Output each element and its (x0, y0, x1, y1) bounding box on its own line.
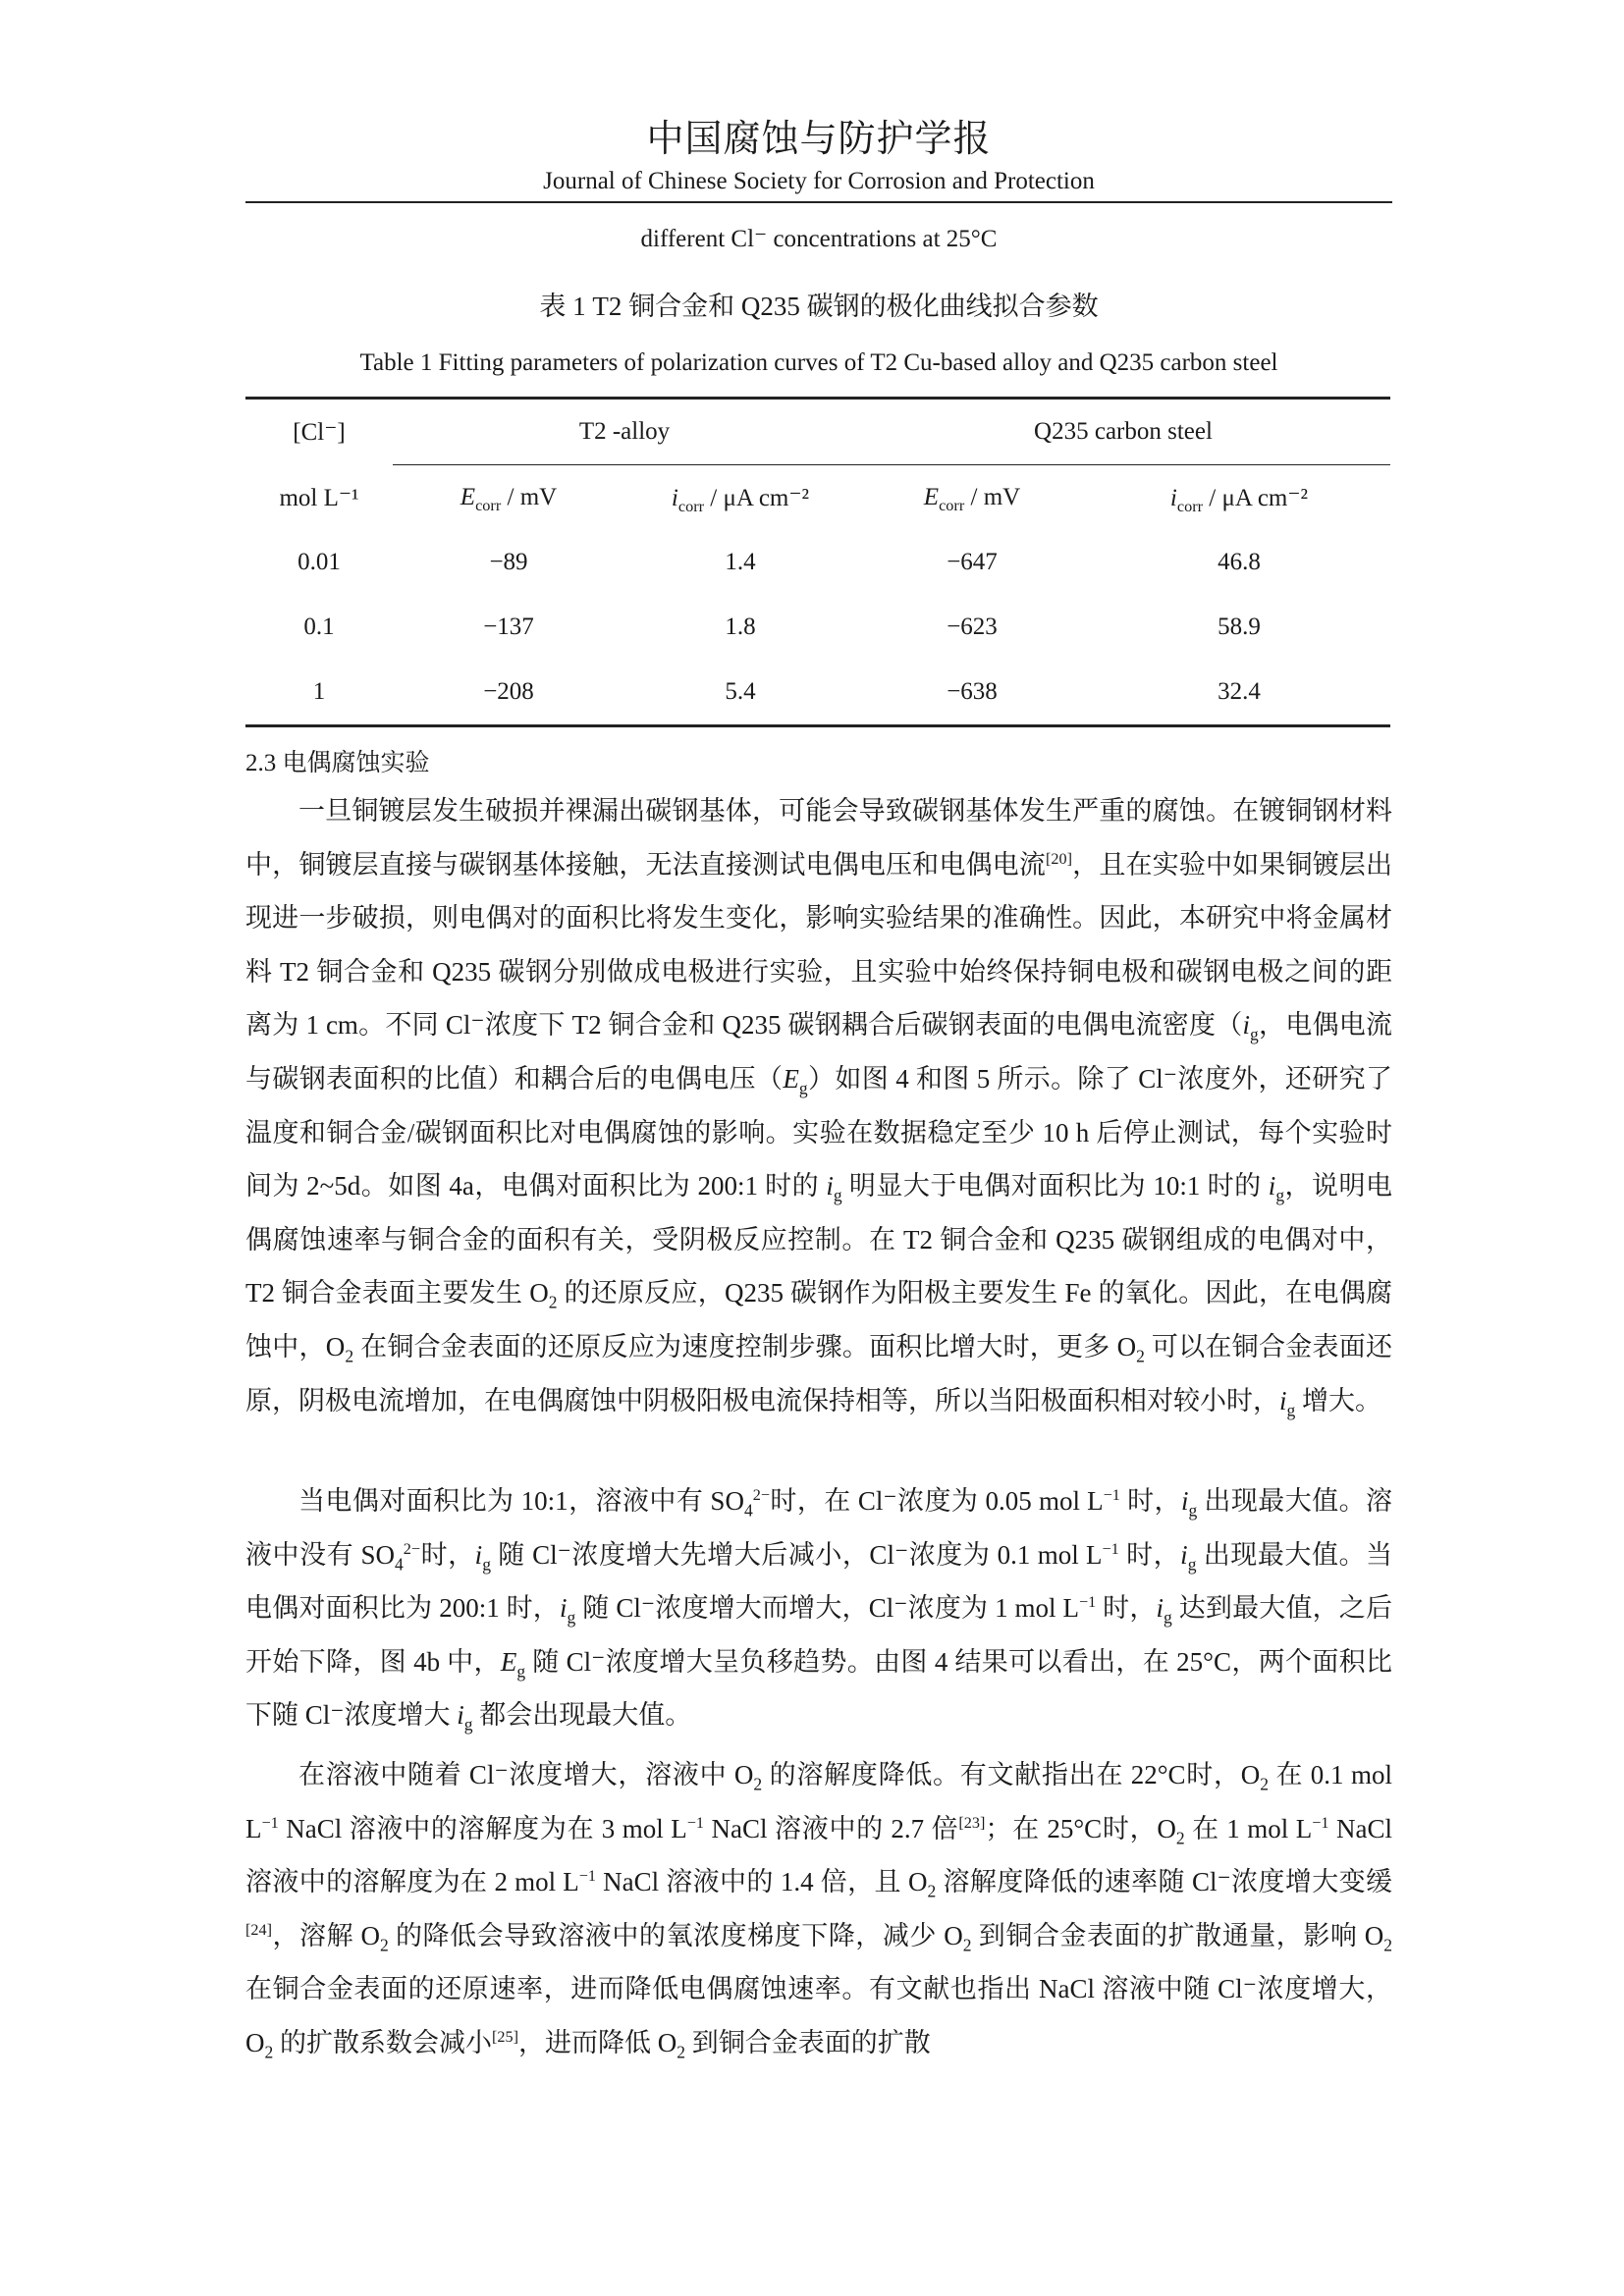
superscript: −1 (1102, 1539, 1119, 1558)
text-run: 在铜合金表面的还原反应为速度控制步骤。面积比增大时，更多 O (353, 1331, 1137, 1362)
cell-concentration: 0.01 (298, 549, 341, 575)
text-run: ，进而降低 O (517, 2027, 677, 2057)
cell-t2-icorr: 1.4 (725, 549, 756, 575)
header-t2-icorr (624, 465, 856, 531)
cell-q235-ecorr: −647 (947, 549, 998, 575)
text-run: ）如图 4 和图 5 所示。除了 Cl⁻浓度外，还研究了温度和铜合金/碳钢面积比对电偶腐蚀的影响。实验在数据稳定至少 10 h 后停止测试，每个实验时间为 2~5d。如图 4a，电偶对面积比为 200:1 时的 (245, 1063, 1392, 1201)
cell-q235-icorr: 46.8 (1218, 549, 1261, 575)
text-run: 的还原反应，Q235 碳钢作为阳极主要发生 Fe 的氧化。因此，在电偶腐蚀中，O (245, 1278, 1393, 1362)
text-run: ，说明电偶腐蚀速率与铜合金的面积有关，受阴极反应控制。在 T2 铜合金和 Q235 碳钢组成的电偶对中，T2 铜合金表面主要发生 O (245, 1171, 1392, 1308)
text-run: 时， (420, 1539, 475, 1570)
citation-ref: [20] (1046, 849, 1072, 868)
subscript: 2 (962, 1935, 972, 1955)
superscript: −1 (1078, 1593, 1097, 1612)
text-run: 达到最大值，之后开始下降，图 4b 中， (245, 1593, 1392, 1677)
text-run: 时， (1096, 1593, 1157, 1624)
subscript: g (463, 1714, 473, 1735)
subscript: g (1187, 1553, 1197, 1574)
header-concentration-unit: mol L⁻¹ (279, 484, 359, 511)
text-run: NaCl 溶液中的 1.4 倍，且 O (596, 1867, 928, 1897)
subscript: g (1286, 1399, 1296, 1419)
header-q235-ecorr (856, 465, 1088, 531)
cell-q235-ecorr: −623 (947, 614, 998, 640)
subscript: g (1250, 1024, 1259, 1044)
subscript: g (482, 1553, 491, 1574)
cell-concentration: 1 (245, 660, 393, 726)
citation-ref: [25] (492, 2027, 518, 2046)
text-run: 时， (1119, 1486, 1181, 1516)
symbol-ig: i (474, 1539, 483, 1570)
text-run: 出现最大值。当电偶对面积比为 200:1 时， (245, 1539, 1393, 1624)
superscript: −1 (686, 1813, 705, 1832)
cell-q235-ecorr: −638 (856, 660, 1088, 726)
symbol-ig: i (1180, 1486, 1189, 1516)
text-run: ；在 25°C时，O (985, 1813, 1176, 1843)
icorr-subscript: corr (1176, 498, 1204, 515)
subscript: 2 (1260, 1774, 1270, 1794)
body-paragraph-2 (245, 1474, 1392, 1742)
symbol-ig: i (1156, 1593, 1164, 1624)
ecorr-subscript: corr (475, 497, 502, 514)
text-run: NaCl 溶液中的溶解度为在 2 mol L (245, 1813, 1392, 1897)
cell-t2-ecorr: −208 (393, 660, 624, 726)
text-run: 到铜合金表面的扩散通量，影响 O (971, 1920, 1384, 1950)
text-run: 在 0.1 mol L (245, 1760, 1392, 1843)
superscript: −1 (578, 1867, 597, 1886)
section-heading: 2.3 电偶腐蚀实验 (245, 750, 430, 776)
cell-concentration: 0.1 (303, 614, 335, 640)
subscript: 2 (264, 2042, 274, 2062)
symbol-ig: i (1180, 1539, 1188, 1570)
symbol-ig: i (1279, 1385, 1287, 1415)
header-t2-alloy: T2 -alloy (393, 399, 856, 465)
superscript: −1 (261, 1813, 279, 1832)
subscript: 2 (927, 1881, 937, 1901)
subscript: 2 (1175, 1827, 1185, 1847)
superscript: −1 (1103, 1486, 1120, 1504)
text-run: 到铜合金表面的扩散 (685, 2027, 931, 2057)
text-run: 在 1 mol L (1184, 1813, 1313, 1843)
ecorr-symbol: E (923, 484, 940, 510)
text-run: NaCl 溶液中的 2.7 倍 (704, 1813, 959, 1843)
text-run: 可以在铜合金表面还原，阴极电流增加，在电偶腐蚀中阴极阳极电流保持相等，所以当阳极面积相对较小时， (245, 1331, 1393, 1415)
table-caption-en: Table 1 Fitting parameters of polarization curves of T2 Cu-based alloy and Q235 carbon steel (359, 349, 1278, 376)
cell-t2-ecorr: −89 (489, 549, 528, 575)
text-run: 的降低会导致溶液中的氧浓度梯度下降，减少 O (388, 1920, 963, 1950)
subscript: g (567, 1607, 576, 1628)
text-run: 当电偶对面积比为 10:1，溶液中有 SO (298, 1486, 744, 1516)
table-row (245, 530, 1390, 595)
text-run: 明显大于电偶对面积比为 10:1 时的 (841, 1171, 1269, 1201)
symbol-eg: E (783, 1063, 799, 1094)
subscript: 4 (743, 1500, 753, 1521)
subscript: 2 (345, 1346, 354, 1366)
subscript: g (798, 1078, 808, 1098)
subscript: g (1275, 1185, 1285, 1205)
symbol-ig: i (826, 1171, 834, 1201)
subscript: 2 (1383, 1935, 1393, 1955)
text-run: 都会出现最大值。 (472, 1700, 692, 1731)
subscript: 2 (379, 1935, 389, 1955)
cell-t2-icorr: 5.4 (624, 660, 856, 726)
header-t2-ecorr (393, 465, 624, 531)
header-q235-icorr (1088, 465, 1390, 531)
text-run: ，溶解 O (271, 1920, 380, 1950)
text-run: 随 Cl⁻浓度增大先增大后减小，Cl⁻浓度为 0.1 mol L (490, 1539, 1103, 1570)
table-caption-cn: 表 1 T2 铜合金和 Q235 碳钢的极化曲线拟合参数 (539, 292, 1099, 321)
header-divider (245, 201, 1392, 203)
text-run: 的溶解度降低。有文献指出在 22°C时，O (762, 1760, 1261, 1789)
citation-ref: [23] (958, 1813, 986, 1832)
text-run: NaCl 溶液中的溶解度为在 3 mol L (278, 1813, 687, 1843)
text-run: ，且在实验中如果铜镀层出现进一步破损，则电偶对的面积比将发生变化，影响实验结果的准确性。因此，本研究中将金属材料 T2 铜合金和 Q235 碳钢分别做成电极进行实验，且实验中始终保持铜电极和碳钢电极之间的距离为 1 cm。不同 Cl⁻浓度下 T2 铜合金和 Q235 碳钢耦合后碳钢表面的电偶电流密度（ (245, 849, 1393, 1041)
symbol-eg: E (500, 1646, 517, 1677)
body-paragraph-3 (245, 1748, 1392, 2070)
subscript: g (833, 1185, 842, 1205)
text-run: ，电偶电流与碳钢表面积的比值）和耦合后的电偶电压（ (245, 1010, 1393, 1094)
symbol-ig: i (1242, 1010, 1251, 1041)
cell-t2-icorr: 1.8 (725, 614, 756, 640)
subscript: g (516, 1661, 526, 1682)
table-row (245, 660, 1390, 726)
table-header-row-1 (245, 399, 1390, 465)
text-run: 随 Cl⁻浓度增大呈负移趋势。由图 4 结果可以看出，在 25°C，两个面积比下随 Cl⁻浓度增大 (245, 1646, 1392, 1731)
icorr-symbol: i (671, 485, 678, 511)
cell-t2-ecorr: −137 (483, 614, 534, 640)
superscript: −1 (1312, 1813, 1329, 1832)
text-run: 的扩散系数会减小 (273, 2027, 493, 2057)
polarization-parameters-table (245, 397, 1390, 727)
text-run: 一旦铜镀层发生破损并裸漏出碳钢基体，可能会导致碳钢基体发生严重的腐蚀。在镀铜钢材料中，铜镀层直接与碳钢基体接触，无法直接测试电偶电压和电偶电流 (245, 796, 1392, 880)
journal-header (245, 116, 1392, 198)
text-run: 在铜合金表面的还原速率，进而降低电偶腐蚀速率。有文献也指出 NaCl 溶液中随 Cl⁻浓度增大，O (245, 1974, 1392, 2057)
symbol-ig: i (457, 1700, 464, 1731)
superscript: 2− (752, 1486, 770, 1504)
subscript: 2 (548, 1292, 558, 1312)
text-run: 增大。 (1295, 1385, 1382, 1415)
icorr-unit: / μA cm⁻² (1203, 485, 1309, 511)
text-run: 溶解度降低的速率随 Cl⁻浓度增大变缓 (936, 1867, 1392, 1897)
subscript: 2 (677, 2042, 685, 2062)
text-run: 时， (1118, 1539, 1181, 1570)
text-run: 出现最大值。溶液中没有 SO (245, 1486, 1393, 1570)
icorr-unit: / μA cm⁻² (704, 485, 810, 511)
text-run: 随 Cl⁻浓度增大而增大，Cl⁻浓度为 1 mol L (575, 1593, 1079, 1624)
cell-q235-icorr: 32.4 (1088, 660, 1390, 726)
ecorr-unit: / mV (501, 484, 558, 510)
table-header-row-2 (245, 465, 1390, 531)
subscript: 4 (395, 1553, 404, 1574)
subscript: 2 (1136, 1346, 1145, 1366)
symbol-ig: i (560, 1593, 568, 1624)
superscript: 2− (403, 1539, 421, 1558)
header-q235-steel: Q235 carbon steel (856, 399, 1390, 465)
journal-title-en: Journal of Chinese Society for Corrosion and Protection (543, 168, 1095, 194)
ecorr-subscript: corr (939, 497, 965, 514)
ecorr-unit: / mV (964, 484, 1021, 510)
icorr-symbol: i (1169, 485, 1177, 511)
cell-q235-icorr: 58.9 (1218, 614, 1261, 640)
icorr-subscript: corr (677, 498, 705, 515)
ecorr-symbol: E (460, 484, 476, 510)
citation-ref: [24] (245, 1920, 272, 1939)
subscript: g (1188, 1500, 1198, 1521)
journal-title-cn: 中国腐蚀与防护学报 (646, 119, 992, 160)
symbol-ig: i (1268, 1171, 1276, 1201)
figure-caption-continuation: different Cl⁻ concentrations at 25°C (640, 226, 998, 252)
header-concentration: [Cl⁻] (245, 399, 393, 465)
text-run: 时，在 Cl⁻浓度为 0.05 mol L (769, 1486, 1104, 1516)
text-run: 在溶液中随着 Cl⁻浓度增大，溶液中 O (298, 1760, 754, 1789)
table-row (245, 595, 1390, 660)
subscript: 2 (753, 1774, 763, 1794)
body-paragraph-1 (245, 784, 1392, 1427)
subscript: g (1164, 1607, 1172, 1628)
